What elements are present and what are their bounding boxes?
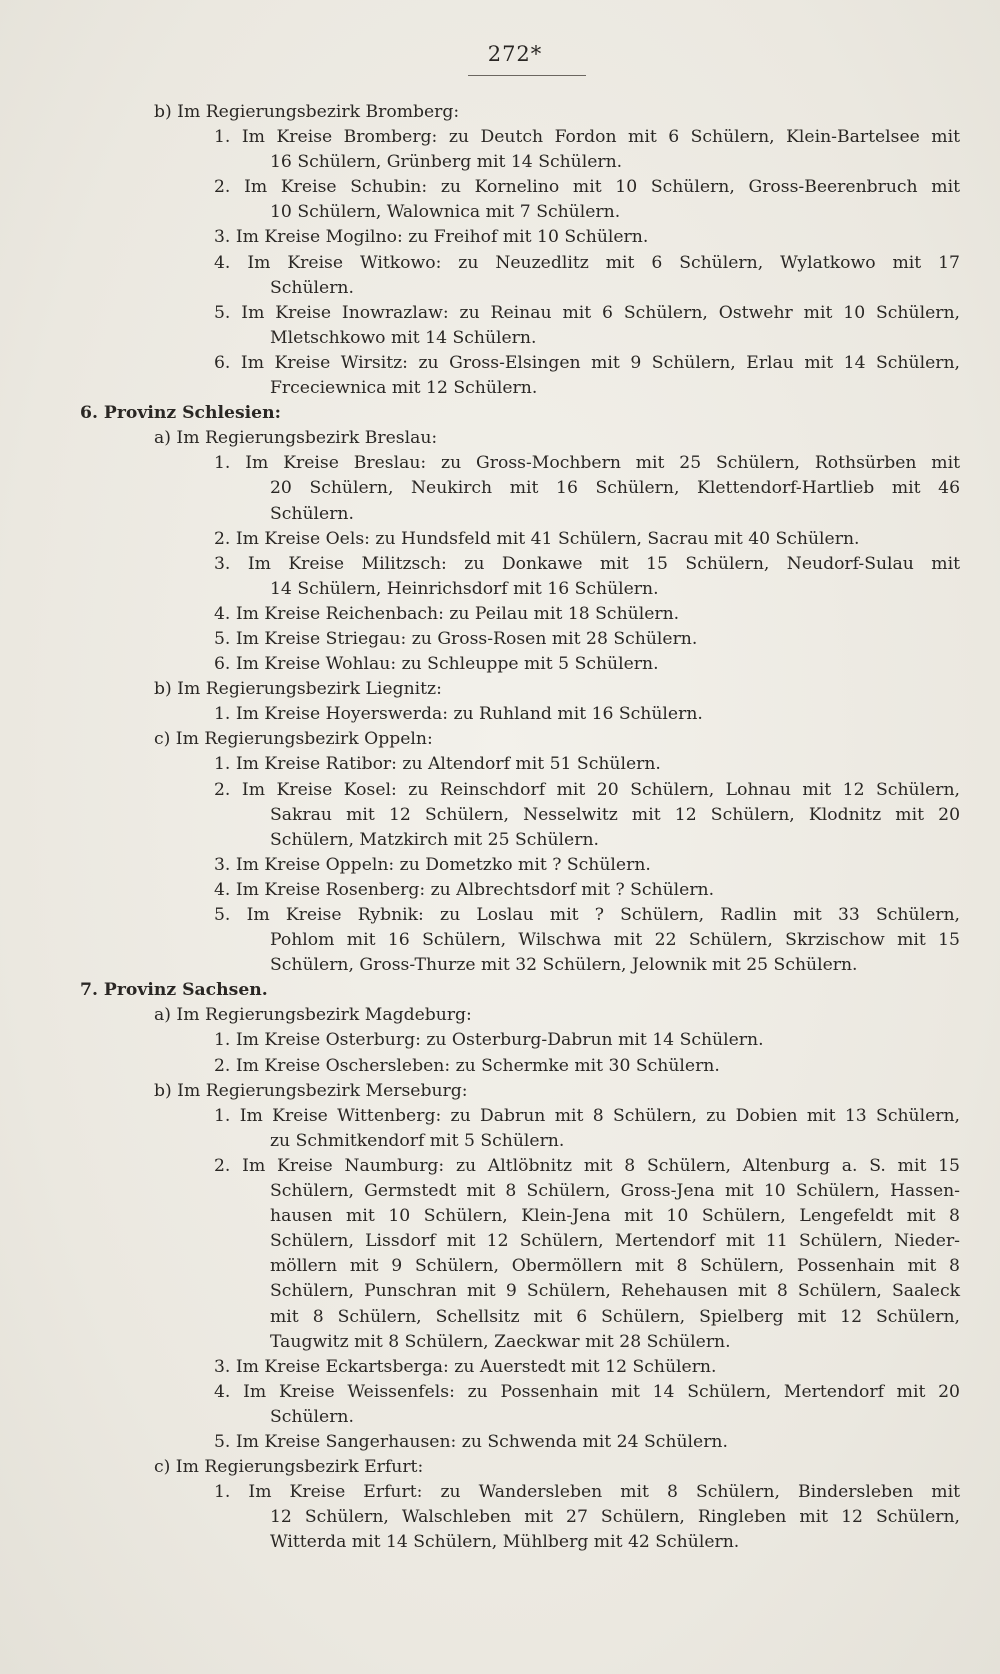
list-item-continuation: 12 Schülern, Walschleben mit 27 Schülern, Ringleben mit 12 Schülern, — [270, 1507, 960, 1528]
list-item-continuation: 14 Schülern, Heinrichsdorf mit 16 Schülern. — [270, 578, 659, 599]
list-item-continuation: zu Schmitkendorf mit 5 Schülern. — [270, 1130, 565, 1151]
list-item: 1. Im Kreise Osterburg: zu Osterburg-Dabrun mit 14 Schülern. — [214, 1030, 764, 1051]
district-heading: a) Im Regierungsbezirk Magdeburg: — [154, 1005, 472, 1026]
section-heading: 7. Provinz Sachsen. — [80, 980, 268, 1001]
district-heading: a) Im Regierungsbezirk Breslau: — [154, 428, 438, 449]
list-item-continuation: Pohlom mit 16 Schülern, Wilschwa mit 22 Schülern, Skrzischow mit 15 — [270, 930, 960, 951]
list-item-continuation: 16 Schülern, Grünberg mit 14 Schülern. — [270, 152, 623, 173]
list-item-continuation: Schülern, Gross-Thurze mit 32 Schülern, Jelownik mit 25 Schülern. — [270, 955, 858, 976]
section-heading: 6. Provinz Schlesien: — [80, 403, 281, 424]
list-item-continuation: Schülern, Matzkirch mit 25 Schülern. — [270, 829, 599, 850]
list-item: 1. Im Kreise Ratibor: zu Altendorf mit 51 Schülern. — [214, 754, 661, 775]
list-item: 5. Im Kreise Striegau: zu Gross-Rosen mit 28 Schülern. — [214, 628, 698, 649]
list-item-continuation: 20 Schülern, Neukirch mit 16 Schülern, Klettendorf-Hartlieb mit 46 — [270, 478, 960, 499]
list-item: 4. Im Kreise Witkowo: zu Neuzedlitz mit 6 Schülern, Wylatkowo mit 17 — [214, 252, 960, 273]
list-item-continuation: Taugwitz mit 8 Schülern, Zaeckwar mit 28 Schülern. — [270, 1331, 731, 1352]
list-item: 6. Im Kreise Wirsitz: zu Gross-Elsingen mit 9 Schülern, Erlau mit 14 Schülern, — [214, 352, 960, 373]
list-item: 2. Im Kreise Schubin: zu Kornelino mit 10 Schülern, Gross-Beerenbruch mit — [214, 177, 960, 198]
list-item-continuation: Frceciewnica mit 12 Schülern. — [270, 378, 538, 399]
list-item: 5. Im Kreise Rybnik: zu Loslau mit ? Schülern, Radlin mit 33 Schülern, — [214, 905, 960, 925]
list-item-continuation: Sakrau mit 12 Schülern, Nesselwitz mit 12 Schülern, Klodnitz mit 20 — [270, 804, 960, 825]
list-item-continuation: Schülern. — [270, 277, 354, 298]
list-item: 3. Im Kreise Militzsch: zu Donkawe mit 15 Schülern, Neudorf-Sulau mit — [214, 553, 960, 574]
list-item: 5. Im Kreise Inowrazlaw: zu Reinau mit 6 Schülern, Ostwehr mit 10 Schülern, — [214, 302, 960, 323]
list-item-continuation: 10 Schülern, Walownica mit 7 Schülern. — [270, 202, 621, 223]
list-item: 2. Im Kreise Oschersleben: zu Schermke mit 30 Schülern. — [214, 1055, 720, 1076]
list-item: 5. Im Kreise Sangerhausen: zu Schwenda mit 24 Schülern. — [214, 1431, 728, 1452]
list-item-continuation: Witterda mit 14 Schülern, Mühlberg mit 42 Schülern. — [270, 1532, 740, 1553]
district-heading: c) Im Regierungsbezirk Oppeln: — [154, 729, 433, 750]
list-item: 1. Im Kreise Hoyerswerda: zu Ruhland mit 16 Schülern. — [214, 704, 703, 725]
header-rule — [468, 75, 586, 76]
district-heading: b) Im Regierungsbezirk Liegnitz: — [154, 679, 442, 700]
list-item: 4. Im Kreise Rosenberg: zu Albrechtsdorf mit ? Schülern. — [214, 879, 715, 900]
page-number: 272* — [487, 42, 543, 66]
page-body — [70, 100, 960, 1555]
list-item-continuation: Schülern. — [270, 503, 354, 524]
district-heading: c) Im Regierungsbezirk Erfurt: — [154, 1457, 424, 1478]
list-item: 1. Im Kreise Erfurt: zu Wandersleben mit 8 Schülern, Bindersleben mit — [214, 1482, 960, 1503]
list-item: 1. Im Kreise Breslau: zu Gross-Mochbern mit 25 Schülern, Rothsürben mit — [214, 453, 960, 474]
list-item-continuation: Schülern, Germstedt mit 8 Schülern, Gross-Jena mit 10 Schülern, Hassen- — [270, 1181, 960, 1202]
list-item: 4. Im Kreise Reichenbach: zu Peilau mit 18 Schülern. — [214, 603, 680, 624]
list-item: 1. Im Kreise Wittenberg: zu Dabrun mit 8 Schülern, zu Dobien mit 13 Schülern, — [214, 1105, 960, 1126]
list-item: 1. Im Kreise Bromberg: zu Deutch Fordon mit 6 Schülern, Klein-Bartelsee mit — [214, 127, 960, 148]
district-heading: b) Im Regierungsbezirk Merseburg: — [154, 1080, 468, 1101]
list-item: 2. Im Kreise Oels: zu Hundsfeld mit 41 Schülern, Sacrau mit 40 Schülern. — [214, 528, 860, 549]
list-item-continuation: Mletschkowo mit 14 Schülern. — [270, 327, 537, 348]
list-item: 2. Im Kreise Kosel: zu Reinschdorf mit 20 Schülern, Lohnau mit 12 Schülern, — [214, 779, 960, 800]
list-item: 6. Im Kreise Wohlau: zu Schleuppe mit 5 Schülern. — [214, 654, 659, 675]
list-item: 3. Im Kreise Oppeln: zu Dometzko mit ? Schülern. — [214, 854, 651, 875]
list-item: 2. Im Kreise Naumburg: zu Altlöbnitz mit 8 Schülern, Altenburg a. S. mit 15 — [214, 1155, 960, 1176]
district-heading: b) Im Regierungsbezirk Bromberg: — [154, 102, 460, 122]
list-item-continuation: Schülern, Punschran mit 9 Schülern, Rehehausen mit 8 Schülern, Saaleck — [270, 1281, 960, 1302]
list-item-continuation: Schülern. — [270, 1406, 354, 1427]
list-item-continuation: mit 8 Schülern, Schellsitz mit 6 Schülern, Spielberg mit 12 Schülern, — [270, 1306, 960, 1327]
list-item-continuation: hausen mit 10 Schülern, Klein-Jena mit 10 Schülern, Lengefeldt mit 8 — [270, 1206, 960, 1227]
list-item: 4. Im Kreise Weissenfels: zu Possenhain mit 14 Schülern, Mertendorf mit 20 — [214, 1381, 960, 1402]
list-item: 3. Im Kreise Eckartsberga: zu Auerstedt mit 12 Schülern. — [214, 1356, 717, 1377]
list-item-continuation: möllern mit 9 Schülern, Obermöllern mit 8 Schülern, Possenhain mit 8 — [270, 1256, 960, 1277]
list-item: 3. Im Kreise Mogilno: zu Freihof mit 10 Schülern. — [214, 227, 649, 248]
list-item-continuation: Schülern, Lissdorf mit 12 Schülern, Mertendorf mit 11 Schülern, Nieder- — [270, 1231, 960, 1252]
